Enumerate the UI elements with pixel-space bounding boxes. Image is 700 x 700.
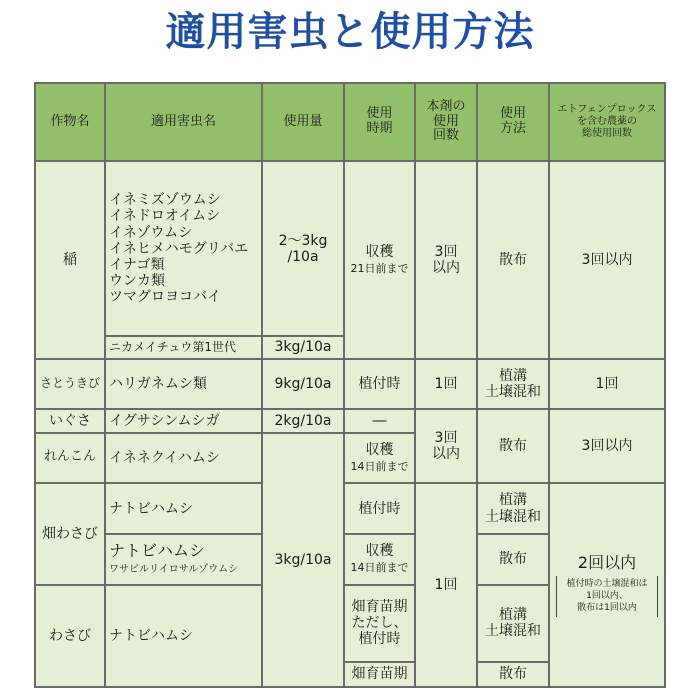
header-pest: 適用害虫名 [105, 83, 262, 161]
total-satoukibi: 1回 [549, 359, 665, 410]
count-wasabi-group: 1回 [415, 483, 477, 687]
method-satoukibi: 植溝 土壌混和 [477, 359, 549, 410]
timing-hatawasabi-2: 収穫 14日前まで [344, 534, 415, 585]
header-total: エトフェンプロックス を含む農薬の 総使用回数 [549, 83, 665, 161]
method-hatawasabi-1: 植溝 土壌混和 [477, 483, 549, 534]
amount-satoukibi: 9kg/10a [262, 359, 344, 410]
pest-wasabi: ナトビハムシ [105, 585, 262, 687]
method-igusa-renkon: 散布 [477, 409, 549, 483]
crop-igusa: いぐさ [35, 409, 105, 432]
table-row [35, 409, 665, 432]
header-row [35, 83, 665, 161]
crop-hatawasabi: 畑わさび [35, 483, 105, 584]
count-igusa-renkon: 3回 以内 [415, 409, 477, 483]
crop-ine: 稲 [35, 161, 105, 359]
header-count: 本剤の 使用 回数 [415, 83, 477, 161]
pest-renkon: イネネクイハムシ [105, 433, 262, 484]
count-satoukibi: 1回 [415, 359, 477, 410]
table-row [35, 359, 665, 410]
page-title: 適用害虫と使用方法 [165, 9, 535, 55]
method-wasabi-2: 散布 [477, 662, 549, 687]
amount-ine-2: 3kg/10a [262, 336, 344, 358]
pest-ine-2: ニカメイチュウ第1世代 [105, 336, 262, 358]
timing-wasabi-1: 畑育苗期 ただし、 植付時 [344, 585, 415, 662]
header-method: 使用 方法 [477, 83, 549, 161]
total-igusa-renkon: 3回以内 [549, 409, 665, 483]
total-ine: 3回以内 [549, 161, 665, 359]
pest-list-ine: イネミズゾウムシ イネドロオイムシ イネゾウムシ イネヒメハモグリバエ イナゴ類 ウンカ類 ツマグロヨコバイ [105, 161, 262, 336]
header-amount: 使用量 [262, 83, 344, 161]
method-hatawasabi-2: 散布 [477, 534, 549, 585]
crop-renkon: れんこん [35, 433, 105, 484]
crop-wasabi: わさび [35, 585, 105, 687]
header-timing: 使用 時期 [344, 83, 415, 161]
pest-satoukibi: ハリガネムシ類 [105, 359, 262, 410]
total-note: 植付時の土壌混和は 1回以内、 散布は1回以内 [556, 576, 658, 616]
timing-wasabi-2: 畑育苗期 [344, 662, 415, 687]
table-row [35, 161, 665, 336]
header-crop: 作物名 [35, 83, 105, 161]
total-wasabi-group: 2回以内 植付時の土壌混和は 1回以内、 散布は1回以内 [549, 483, 665, 687]
timing-hatawasabi-1: 植付時 [344, 483, 415, 534]
pest-hatawasabi-2: ナトビハムシ ワサビルリイロサルゾウムシ [105, 534, 262, 585]
pest-hatawasabi-1: ナトビハムシ [105, 483, 262, 534]
amount-igusa: 2kg/10a [262, 409, 344, 432]
amount-wasabi-group: 3kg/10a [262, 433, 344, 687]
usage-table [34, 82, 666, 688]
count-ine: 3回 以内 [415, 161, 477, 359]
crop-satoukibi: さとうきび [35, 359, 105, 410]
method-wasabi-1: 植溝 土壌混和 [477, 585, 549, 662]
amount-ine: 2～3kg /10a [262, 161, 344, 336]
timing-igusa: ― [344, 409, 415, 432]
timing-ine: 収穫 21日前まで [344, 161, 415, 359]
timing-satoukibi: 植付時 [344, 359, 415, 410]
method-ine: 散布 [477, 161, 549, 359]
timing-renkon: 収穫 14日前まで [344, 433, 415, 484]
pest-igusa: イグサシンムシガ [105, 409, 262, 432]
table-row [35, 483, 665, 534]
